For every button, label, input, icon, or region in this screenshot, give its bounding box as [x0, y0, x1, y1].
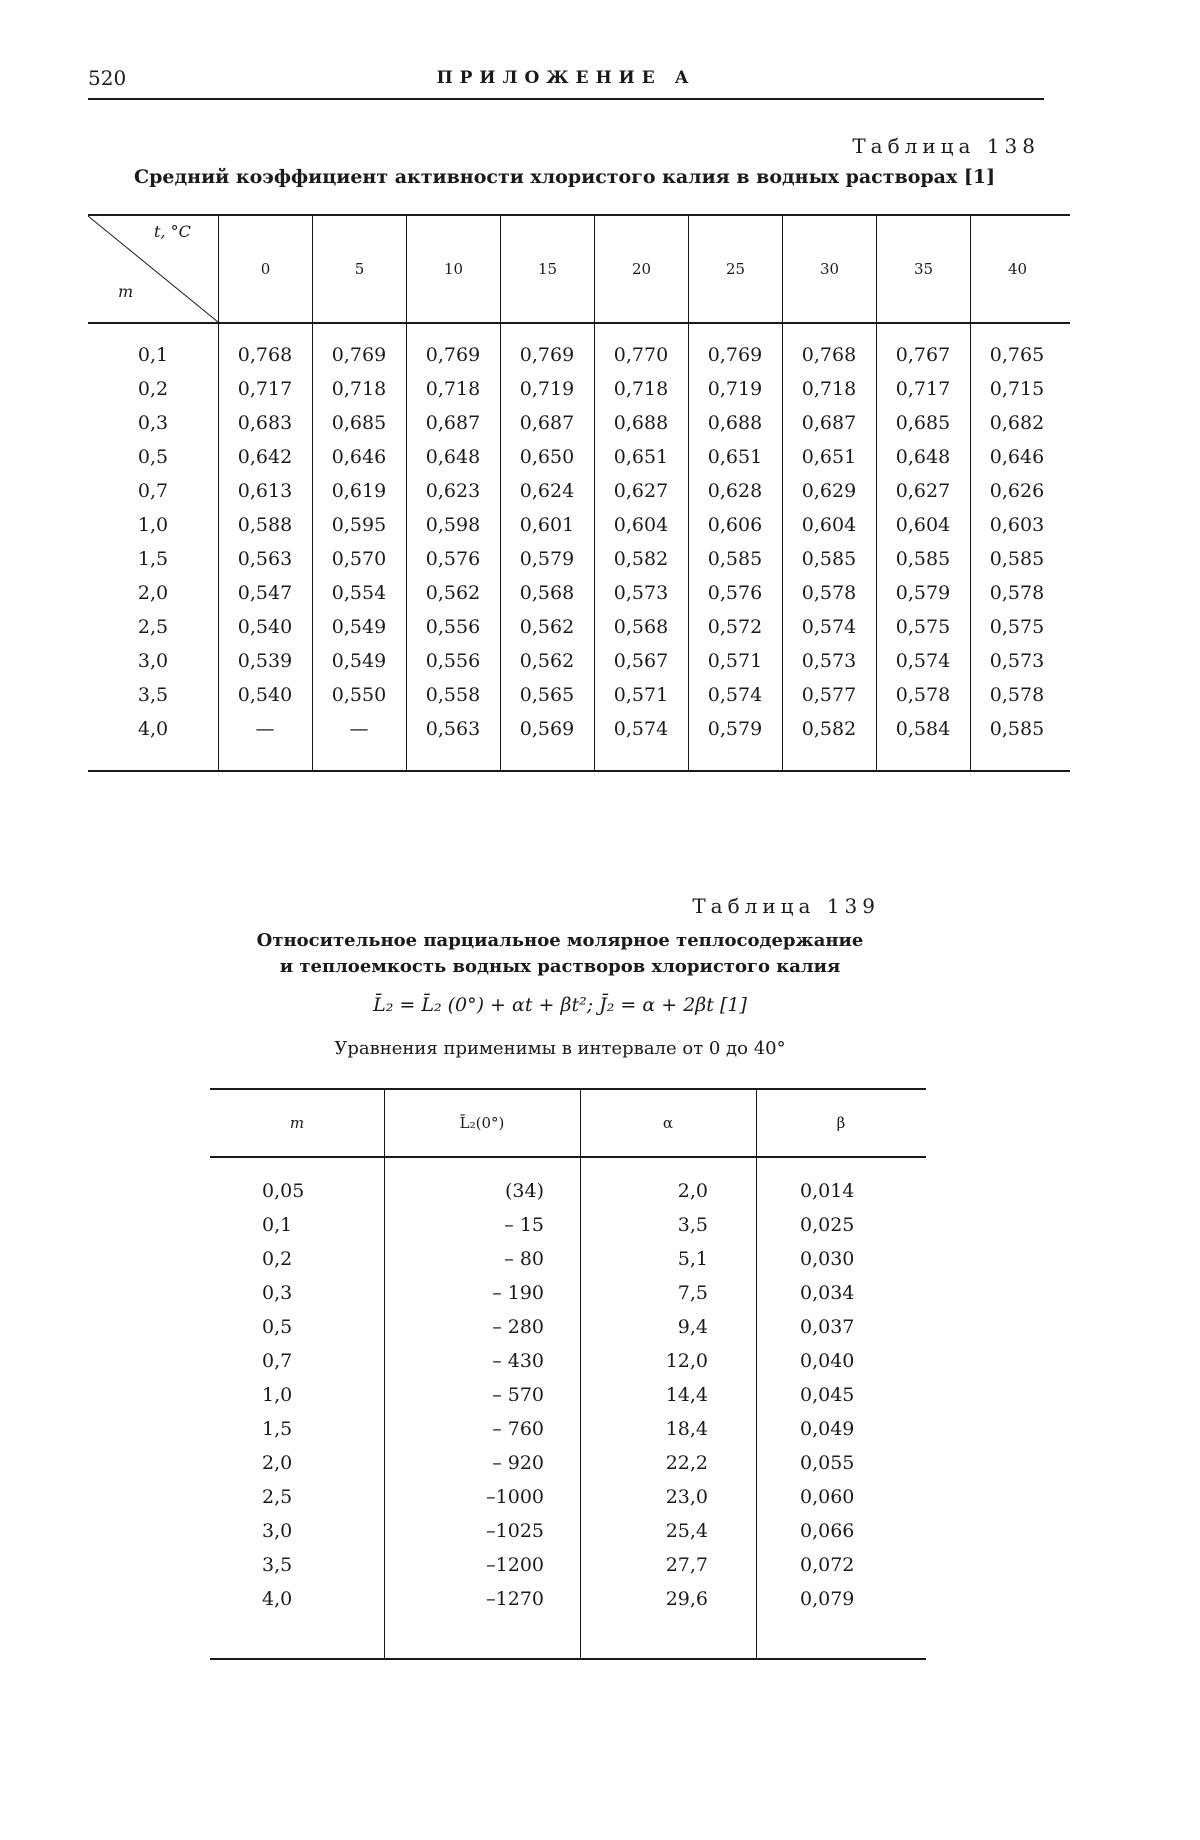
table-row	[88, 644, 1070, 678]
beta-cell: 0,055	[800, 1452, 855, 1474]
enthalpy-cell: – 760	[492, 1418, 544, 1440]
molality-cell: 4,0	[137, 718, 169, 740]
running-title: ПРИЛОЖЕНИЕ А	[436, 68, 696, 88]
molality-cell: 2,5	[262, 1486, 293, 1508]
activity-coefficient-cell: 0,565	[519, 684, 575, 706]
activity-coefficient-cell: 0,624	[519, 480, 575, 502]
molality-cell: 3,5	[262, 1554, 293, 1576]
alpha-cell: 9,4	[677, 1316, 708, 1338]
enthalpy-header: L̄₂(0°)	[459, 1114, 505, 1132]
table-row	[210, 1514, 926, 1548]
beta-cell: 0,030	[800, 1248, 855, 1270]
header-divider	[756, 1090, 757, 1156]
molality-cell: 0,1	[262, 1214, 293, 1236]
temperature-header: 25	[688, 216, 782, 322]
molality-cell: 3,0	[137, 650, 169, 672]
activity-coefficient-cell: 0,585	[801, 548, 857, 570]
activity-coefficient-cell: 0,585	[707, 548, 763, 570]
table-row	[210, 1378, 926, 1412]
corner-diagonal	[88, 216, 218, 322]
activity-coefficient-cell: 0,569	[519, 718, 575, 740]
enthalpy-cell: –1270	[486, 1588, 544, 1610]
activity-coefficient-cell: 0,769	[425, 344, 481, 366]
activity-coefficient-cell: 0,642	[237, 446, 293, 468]
alpha-cell: 27,7	[665, 1554, 708, 1576]
activity-coefficient-cell: 0,550	[331, 684, 387, 706]
table-138	[88, 214, 1070, 772]
table-row	[88, 610, 1070, 644]
activity-coefficient-cell: 0,683	[237, 412, 293, 434]
temperature-header: 30	[782, 216, 876, 322]
table-row	[88, 712, 1070, 746]
table-row	[210, 1582, 926, 1616]
table-139-label: Таблица 139	[692, 894, 880, 918]
alpha-cell: 22,2	[665, 1452, 708, 1474]
table-138-label: Таблица 138	[852, 134, 1040, 158]
activity-coefficient-cell: 0,765	[989, 344, 1045, 366]
table-138-header	[88, 214, 1070, 324]
activity-coefficient-cell: 0,562	[519, 650, 575, 672]
activity-coefficient-cell: 0,573	[989, 650, 1045, 672]
activity-coefficient-cell: 0,769	[331, 344, 387, 366]
activity-coefficient-cell: 0,576	[707, 582, 763, 604]
corner-temperature-label: t, °C	[154, 222, 191, 241]
activity-coefficient-cell: 0,573	[613, 582, 669, 604]
molality-cell: 0,3	[137, 412, 169, 434]
molality-cell: 0,2	[262, 1248, 293, 1270]
activity-coefficient-cell: 0,718	[425, 378, 481, 400]
activity-coefficient-cell: 0,540	[237, 616, 293, 638]
activity-coefficient-cell: 0,575	[989, 616, 1045, 638]
activity-coefficient-cell: 0,719	[707, 378, 763, 400]
activity-coefficient-cell: 0,719	[519, 378, 575, 400]
table-row	[210, 1310, 926, 1344]
activity-coefficient-cell: 0,604	[801, 514, 857, 536]
activity-coefficient-cell: 0,571	[707, 650, 763, 672]
activity-coefficient-cell: 0,685	[895, 412, 951, 434]
enthalpy-cell: – 280	[492, 1316, 544, 1338]
table-row	[210, 1174, 926, 1208]
activity-coefficient-cell: 0,717	[895, 378, 951, 400]
table-139-note: Уравнения применимы в интервале от 0 до 40°	[334, 1038, 786, 1059]
activity-coefficient-cell: 0,627	[895, 480, 951, 502]
activity-coefficient-cell: 0,768	[801, 344, 857, 366]
activity-coefficient-cell: 0,717	[237, 378, 293, 400]
beta-cell: 0,066	[800, 1520, 855, 1542]
table-row	[88, 542, 1070, 576]
table-139-caption-line1: Относительное парциальное молярное теплосодержание	[256, 930, 864, 951]
header-rule	[88, 98, 1044, 100]
beta-header: β	[836, 1114, 846, 1132]
table-row	[210, 1480, 926, 1514]
running-header	[88, 62, 1044, 102]
activity-coefficient-cell: 0,578	[989, 684, 1045, 706]
molality-cell: 2,0	[137, 582, 169, 604]
enthalpy-cell: – 430	[492, 1350, 544, 1372]
molality-cell: 0,3	[262, 1282, 293, 1304]
beta-cell: 0,049	[800, 1418, 855, 1440]
activity-coefficient-cell: 0,651	[801, 446, 857, 468]
table-row	[88, 474, 1070, 508]
activity-coefficient-cell: 0,576	[425, 548, 481, 570]
activity-coefficient-cell: 0,646	[331, 446, 387, 468]
temperature-header: 40	[970, 216, 1064, 322]
beta-cell: 0,025	[800, 1214, 855, 1236]
table-139-caption-line2: и теплоемкость водных растворов хлористого калия	[279, 956, 841, 977]
enthalpy-cell: –1025	[486, 1520, 544, 1542]
molality-cell: 0,7	[262, 1350, 293, 1372]
table-139-header	[210, 1088, 926, 1158]
beta-cell: 0,079	[800, 1588, 855, 1610]
enthalpy-cell: (34)	[504, 1180, 544, 1202]
activity-coefficient-cell: 0,603	[989, 514, 1045, 536]
activity-coefficient-cell: 0,574	[707, 684, 763, 706]
alpha-cell: 5,1	[677, 1248, 708, 1270]
activity-coefficient-cell: 0,582	[801, 718, 857, 740]
molality-cell: 3,0	[262, 1520, 293, 1542]
alpha-cell: 2,0	[677, 1180, 708, 1202]
table-row	[210, 1548, 926, 1582]
activity-coefficient-cell: 0,619	[331, 480, 387, 502]
enthalpy-cell: –1200	[486, 1554, 544, 1576]
activity-coefficient-cell: 0,578	[801, 582, 857, 604]
temperature-header: 0	[218, 216, 312, 322]
activity-coefficient-cell: 0,588	[237, 514, 293, 536]
activity-coefficient-cell: 0,718	[801, 378, 857, 400]
activity-coefficient-cell: 0,579	[895, 582, 951, 604]
activity-coefficient-cell: 0,646	[989, 446, 1045, 468]
enthalpy-cell: – 570	[492, 1384, 544, 1406]
beta-cell: 0,060	[800, 1486, 855, 1508]
activity-coefficient-cell: 0,629	[801, 480, 857, 502]
activity-coefficient-cell: 0,556	[425, 650, 481, 672]
table-row	[88, 440, 1070, 474]
activity-coefficient-cell: 0,604	[895, 514, 951, 536]
enthalpy-cell: –1000	[486, 1486, 544, 1508]
alpha-cell: 7,5	[677, 1282, 708, 1304]
table-139	[210, 1088, 926, 1660]
activity-coefficient-cell: 0,575	[895, 616, 951, 638]
alpha-cell: 3,5	[677, 1214, 708, 1236]
alpha-cell: 29,6	[665, 1588, 708, 1610]
alpha-cell: 12,0	[665, 1350, 708, 1372]
molality-cell: 1,0	[262, 1384, 293, 1406]
activity-coefficient-cell: 0,606	[707, 514, 763, 536]
alpha-cell: 23,0	[665, 1486, 708, 1508]
table-row	[210, 1276, 926, 1310]
table-row	[210, 1446, 926, 1480]
activity-coefficient-cell: 0,567	[613, 650, 669, 672]
activity-coefficient-cell: 0,573	[801, 650, 857, 672]
table-139-body	[210, 1158, 926, 1660]
activity-coefficient-cell: 0,574	[801, 616, 857, 638]
enthalpy-cell: – 80	[504, 1248, 544, 1270]
table-row	[88, 508, 1070, 542]
molality-cell: 0,5	[137, 446, 169, 468]
activity-coefficient-cell: 0,604	[613, 514, 669, 536]
activity-coefficient-cell: 0,688	[613, 412, 669, 434]
molality-cell: 0,1	[137, 344, 169, 366]
molality-cell: 2,5	[137, 616, 169, 638]
activity-coefficient-cell: 0,598	[425, 514, 481, 536]
activity-coefficient-cell: 0,613	[237, 480, 293, 502]
activity-coefficient-cell: 0,650	[519, 446, 575, 468]
corner-molality-label: m	[118, 282, 134, 301]
table-138-caption: Средний коэффициент активности хлористого калия в водных растворах [1]	[134, 166, 996, 188]
activity-coefficient-cell: 0,554	[331, 582, 387, 604]
activity-coefficient-cell: 0,585	[989, 548, 1045, 570]
activity-coefficient-cell: 0,578	[989, 582, 1045, 604]
activity-coefficient-cell: —	[255, 718, 275, 740]
header-divider	[580, 1090, 581, 1156]
beta-cell: 0,072	[800, 1554, 855, 1576]
molality-header: m	[289, 1114, 305, 1132]
activity-coefficient-cell: 0,578	[895, 684, 951, 706]
page-number: 520	[88, 66, 127, 90]
molality-cell: 0,05	[262, 1180, 305, 1202]
table-row	[210, 1242, 926, 1276]
activity-coefficient-cell: 0,688	[707, 412, 763, 434]
beta-cell: 0,040	[800, 1350, 855, 1372]
activity-coefficient-cell: 0,562	[519, 616, 575, 638]
activity-coefficient-cell: 0,579	[707, 718, 763, 740]
activity-coefficient-cell: 0,769	[519, 344, 575, 366]
activity-coefficient-cell: 0,627	[613, 480, 669, 502]
activity-coefficient-cell: 0,549	[331, 650, 387, 672]
activity-coefficient-cell: 0,585	[989, 718, 1045, 740]
activity-coefficient-cell: 0,585	[895, 548, 951, 570]
table-row	[210, 1344, 926, 1378]
activity-coefficient-cell: 0,648	[895, 446, 951, 468]
activity-coefficient-cell: 0,579	[519, 548, 575, 570]
enthalpy-cell: – 190	[492, 1282, 544, 1304]
temperature-header: 20	[594, 216, 688, 322]
temperature-header: 35	[876, 216, 970, 322]
molality-cell: 1,5	[137, 548, 169, 570]
molality-cell: 3,5	[137, 684, 169, 706]
molality-cell: 2,0	[262, 1452, 293, 1474]
activity-coefficient-cell: 0,547	[237, 582, 293, 604]
activity-coefficient-cell: 0,540	[237, 684, 293, 706]
activity-coefficient-cell: 0,682	[989, 412, 1045, 434]
activity-coefficient-cell: 0,570	[331, 548, 387, 570]
activity-coefficient-cell: 0,556	[425, 616, 481, 638]
activity-coefficient-cell: 0,767	[895, 344, 951, 366]
activity-coefficient-cell: 0,582	[613, 548, 669, 570]
activity-coefficient-cell: 0,623	[425, 480, 481, 502]
header-divider	[384, 1090, 385, 1156]
activity-coefficient-cell: 0,770	[613, 344, 669, 366]
activity-coefficient-cell: 0,568	[519, 582, 575, 604]
activity-coefficient-cell: 0,685	[331, 412, 387, 434]
activity-coefficient-cell: 0,595	[331, 514, 387, 536]
table-row	[88, 576, 1070, 610]
table-row	[88, 372, 1070, 406]
molality-cell: 4,0	[262, 1588, 293, 1610]
table-138-body	[88, 324, 1070, 772]
activity-coefficient-cell: 0,558	[425, 684, 481, 706]
activity-coefficient-cell: 0,718	[331, 378, 387, 400]
activity-coefficient-cell: 0,571	[613, 684, 669, 706]
molality-cell: 0,7	[137, 480, 169, 502]
table-row	[88, 678, 1070, 712]
table-row	[88, 338, 1070, 372]
temperature-header: 5	[312, 216, 406, 322]
activity-coefficient-cell: 0,768	[237, 344, 293, 366]
beta-cell: 0,014	[800, 1180, 855, 1202]
activity-coefficient-cell: 0,562	[425, 582, 481, 604]
activity-coefficient-cell: 0,687	[801, 412, 857, 434]
activity-coefficient-cell: 0,574	[613, 718, 669, 740]
table-row	[88, 406, 1070, 440]
activity-coefficient-cell: 0,601	[519, 514, 575, 536]
table-row	[210, 1208, 926, 1242]
table-139-equation: L̄₂ = L̄₂ (0°) + αt + βt²; J̄₂ = α + 2βt [1]	[373, 994, 747, 1016]
activity-coefficient-cell: 0,563	[237, 548, 293, 570]
activity-coefficient-cell: 0,651	[707, 446, 763, 468]
activity-coefficient-cell: 0,687	[425, 412, 481, 434]
beta-cell: 0,037	[800, 1316, 855, 1338]
activity-coefficient-cell: 0,539	[237, 650, 293, 672]
table-row	[210, 1412, 926, 1446]
molality-cell: 1,5	[262, 1418, 293, 1440]
activity-coefficient-cell: 0,628	[707, 480, 763, 502]
alpha-cell: 25,4	[665, 1520, 708, 1542]
activity-coefficient-cell: 0,568	[613, 616, 669, 638]
beta-cell: 0,045	[800, 1384, 855, 1406]
activity-coefficient-cell: 0,626	[989, 480, 1045, 502]
activity-coefficient-cell: 0,577	[801, 684, 857, 706]
temperature-header: 10	[406, 216, 500, 322]
activity-coefficient-cell: 0,549	[331, 616, 387, 638]
activity-coefficient-cell: 0,572	[707, 616, 763, 638]
alpha-cell: 18,4	[665, 1418, 708, 1440]
activity-coefficient-cell: 0,563	[425, 718, 481, 740]
activity-coefficient-cell: 0,769	[707, 344, 763, 366]
alpha-header: α	[662, 1114, 674, 1132]
activity-coefficient-cell: 0,574	[895, 650, 951, 672]
beta-cell: 0,034	[800, 1282, 855, 1304]
activity-coefficient-cell: 0,648	[425, 446, 481, 468]
enthalpy-cell: – 15	[504, 1214, 544, 1236]
alpha-cell: 14,4	[665, 1384, 708, 1406]
activity-coefficient-cell: 0,718	[613, 378, 669, 400]
activity-coefficient-cell: 0,687	[519, 412, 575, 434]
molality-cell: 0,2	[137, 378, 169, 400]
molality-cell: 1,0	[137, 514, 169, 536]
enthalpy-cell: – 920	[492, 1452, 544, 1474]
temperature-header: 15	[500, 216, 594, 322]
activity-coefficient-cell: 0,584	[895, 718, 951, 740]
activity-coefficient-cell: 0,651	[613, 446, 669, 468]
activity-coefficient-cell: 0,715	[989, 378, 1045, 400]
activity-coefficient-cell: —	[349, 718, 369, 740]
molality-cell: 0,5	[262, 1316, 293, 1338]
